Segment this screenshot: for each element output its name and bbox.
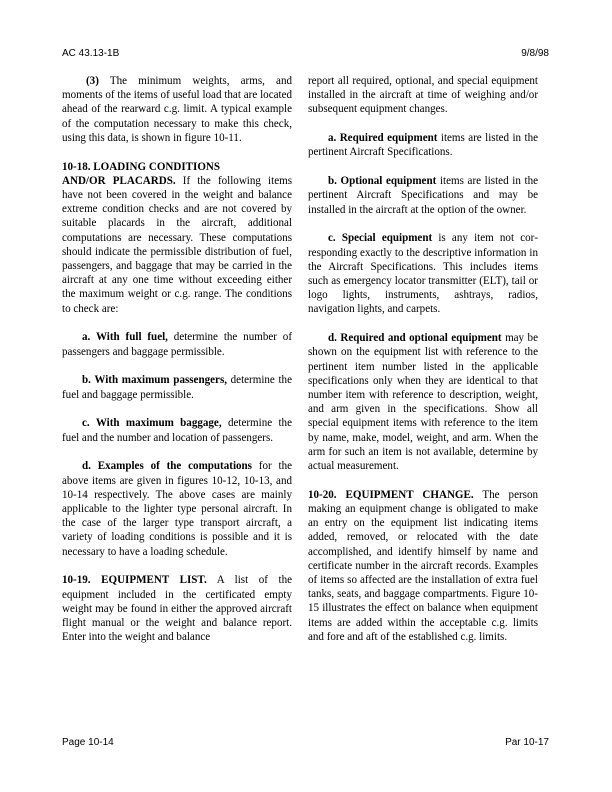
- item-a-text: items are listed in the pertinent Aircraft Specifications.: [308, 132, 538, 159]
- section-10-18-text: If the following items have not been covered in the weight and balance extreme condition checks and are not covered by suitable placards in the aircraft, additional computations are necessary. These computations should indicate the permissible distribution of fuel, passengers, and baggage that may be carried in the aircraft at any one time without exceeding either the maximum weight or c.g. range. The conditions to check are:: [62, 174, 292, 315]
- section-10-18-heading-line2: AND/OR PLACARDS.: [62, 174, 176, 187]
- item-b-lead: b. Optional equipment: [328, 175, 437, 188]
- item-c-lead: c. Special equipment: [328, 232, 433, 245]
- section-10-20: [308, 488, 538, 644]
- paragraph-3-number: (3): [86, 75, 99, 87]
- continued-paragraph: report all required, optional, and special equipment installed in the aircraft at time of weighing and/or subsequent equipment changes.: [308, 75, 538, 116]
- document-date: 9/8/98: [521, 48, 549, 59]
- item-d-lead: d. Examples of the computations: [82, 460, 252, 473]
- item-a-lead: a. Required equipment: [328, 132, 438, 145]
- item-b-text: determine the fuel and baggage permissible.: [62, 374, 292, 401]
- item-d-text: for the above items are given in figures 10-12, 10-13, and 10-14 respectively. The above cases are mainly applicable to the lighter type personal aircraft. In the case of the larger type transport aircraft, a variety of loading conditions is possible and it is necessary to have a loading schedule.: [62, 460, 292, 558]
- item-b-max-passengers: [62, 373, 292, 401]
- right-column: [308, 74, 538, 659]
- item-d-required-optional-equipment: [308, 331, 538, 473]
- item-b-lead: b. With maximum passengers,: [82, 374, 227, 387]
- item-d-text: may be shown on the equipment list with reference to the pertinent item number listed in the applicable specifications only when they are identical to that number item with reference to description, weight, and arm given in the specifications. Show all special equipment items with reference to the item by name, make, model, weight, and arm. When the arm for such an item is not available, determine by actual measurement.: [308, 332, 538, 473]
- item-a-required-equipment: [308, 131, 538, 159]
- document-id: AC 43.13-1B: [62, 48, 120, 59]
- section-10-20-text: The person making an equipment change is obligated to make an entry on the equipment list indicating items added, removed, or relocated with the date accomplished, and identify himself by name and certificate number in the aircraft records. Examples of items so affected are the installation of extra fuel tanks, seats, and baggage compartments. Figure 10-15 illustrates the effect on balance when equipment items are added within the acceptable c.g. limits and fore and aft of the established c.g. limits.: [308, 488, 538, 643]
- item-b-text: items are listed in the pertinent Aircraft Specifications and may be installed in the aircraft at the option of the owner.: [308, 175, 538, 216]
- left-column: [62, 74, 292, 659]
- item-b-optional-equipment: [308, 174, 538, 217]
- item-a-text: determine the number of passengers and baggage permissible.: [62, 331, 292, 358]
- item-c-special-equipment: [308, 231, 538, 316]
- paragraph-3-text: The minimum weights, arms, and moments of the items of useful load that are located ahead of the rearward c.g. limit. A typical example of the computation necessary to make this check, using this data, is shown in figure 10-11.: [62, 75, 292, 144]
- item-c-text: is any item not corresponding exactly to the descriptive information in the Aircraft Specifications. This includes items such as emergency locator transmitter (ELT), tail or logo lights, instruments, ashtrays, radios, navigation lights, and carpets.: [308, 232, 539, 316]
- section-10-18-heading-line1: 10-18. LOADING CONDITIONS: [62, 160, 221, 173]
- paragraph-reference: Par 10-17: [505, 737, 549, 748]
- item-d-examples: [62, 459, 292, 558]
- item-a-lead: a. With full fuel,: [82, 331, 168, 344]
- section-10-19: [62, 573, 292, 644]
- paragraph-3: [62, 74, 292, 145]
- item-c-max-baggage: [62, 416, 292, 444]
- section-10-19-text: A list of the equipment included in the certificated empty weight may be found in either the approved aircraft flight manual or the weight and balance report. Enter into the weight and balance: [62, 574, 292, 644]
- section-10-20-heading: 10-20. EQUIPMENT CHANGE.: [308, 488, 474, 501]
- item-c-text: determine the fuel and the number and location of passengers.: [62, 417, 292, 444]
- section-10-18: [62, 160, 292, 316]
- item-c-lead: c. With maximum baggage,: [82, 417, 222, 430]
- item-a-full-fuel: [62, 330, 292, 358]
- item-d-lead: d. Required and optional equipment: [328, 332, 502, 345]
- section-10-19-heading: 10-19. EQUIPMENT LIST.: [62, 574, 207, 587]
- page-number: Page 10-14: [62, 737, 114, 748]
